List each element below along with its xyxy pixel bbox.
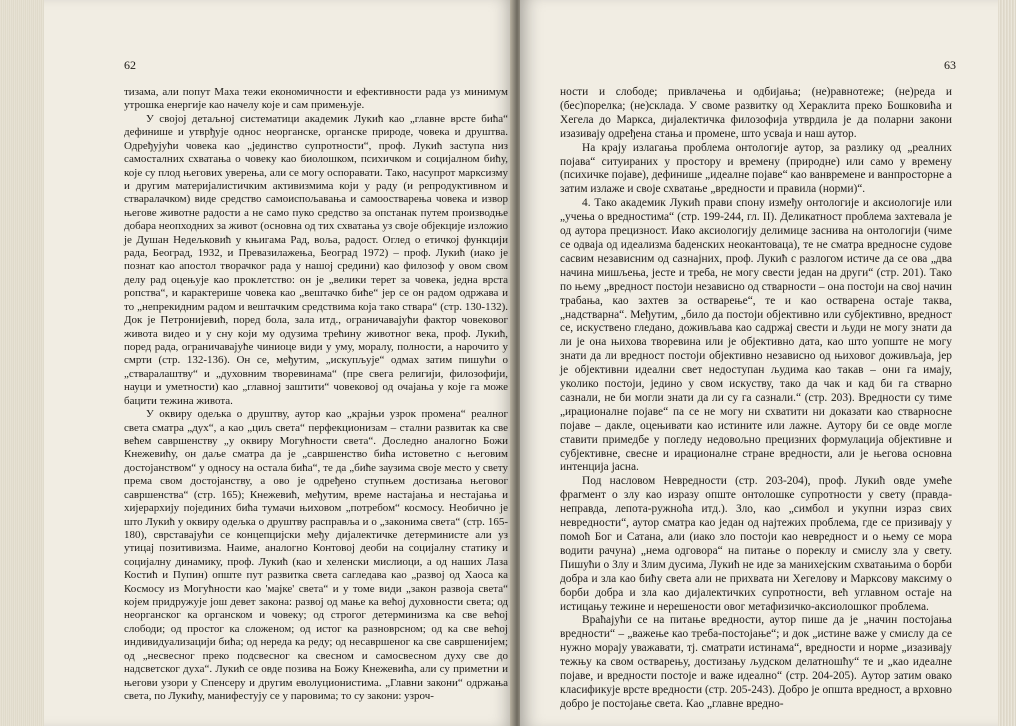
paragraph: У својој детаљној систематици академик Лукић као „главне врсте бића“ дефинише и утврђује однос неорганске, органске природе, човека и друштва. Одређујући човека као „јединство супротности“, проф. Лукић заступа низ самосталних схватања о човеку као биолошком, психичком и социјалном бићу, које су плод његових уверења, али се могу оспоравати. Тако, насупрот марксизму и другим материјалистичким активизмима који у раду (и репродуктивном и стваралачком) виде средство самоиспољавања и самоостварења човека и извор његове животне радости а не само пуко средство за опстанак путем производње добара неопходних за живот (основна од тих схватања уз своје објекције изложио је Душан Недељковић у књигама Рад, воља, радост. Оглед о етичкој функцији рада, Београд, 1932, и Превазилажења, Београд 1972) – проф. Лукић (иако је познат као апостол творачког рада у нашој средини) као филозоф у овом свом делу рад оцењује као проклетство: он је „велики терет за човека, једна врста ропства“, и карактерише човека као „вештачко биће“ јер се он радом одржава и то „непрекидним радом и вештачким средствима која тако ствара“ (стр. 130-132). Док је Петронијевић, поред бола, зала итд., ограничавајући фактор човековог живота видео и у сну који му одузима трећину животног века, проф. Лукић, поред рада, ограничавајуће чиниоце види у уму, моралу, полности, а нарочито у смрти (стр. 132-136). Он се, међутим, „искупљује“ одмах затим пишући о „стваралаштву“ и „духовним творевинама“ (пре свега религији, филозофији, науци и уметности) као „главној заштити“ човековој од очајања у које га може бацити тежина живота. [124,112,508,407]
page-edges-left [0,0,44,726]
paragraph: На крају излагања проблема онтологије аутор, за разлику од „реалних појава“ ситуираних у простору и времену (природне) или само у времену (психичке појаве), дефинише „идеалне појаве“ као ванвремене и ванпросторне а затим излаже и своје схватање „вредности и правила (норми)“. [560,141,952,196]
page-number-right: 63 [944,58,956,72]
paragraph: Враћајући се на питање вредности, аутор пише да је „начин постојања вредности“ – „важење као треба-постојање“; и док „истине важе у смислу да се нужно морају уважавати, тј. сматрати истинама“, вредности и норме „изазивају тежњу ка свом остварењу, достизању људском делатношћу“ те и „као идеалне појаве, и вредности постоје и важе идеално“ (стр. 204-205). Аутор затим овако класификује врсте вредности (стр. 205-243). Добро је општа вредност, а врховно добро је постојање света. Као „главне вредно- [560,614,952,710]
paragraph: Под насловом Невредности (стр. 203-204), проф. Лукић овде умеће фрагмент о злу као изразу опште онтолошке супротности у свету (правда-неправда, лепота-ружноћа итд.). Зло, као „симбол и укупни израз свих невредности“, аутор сматра као један од најтежих проблема, где се призивају у помоћ Бог и Сатана, али (иако зло постоји као невредност и о њему се мора водити рачуна) „нема одговора“ на питање о пореклу и смислу зла у свету. Пишући о Злу и Злим дусима, Лукић не иде за манихејским схватањима о борби добра и зла као бићу света али не прихвата ни Хегелову и Марксову максиму о борби добра и зла као дијалектичких супротности, већ углавном остаје на истицању тежине и нерешености овог метафизичко-аксиолошког проблема. [560,475,952,613]
paragraph: У оквиру одељка о друштву, аутор као „крајњи узрок промена“ реалног света сматра „дух“, а као „циљ света“ перфекционизам – стални развитак ка све већем савршенству „у оквиру Могућности света“. Доследно аналогно Божи Кнежевићу, он даље сматра да је „савршенство бића истоветно с његовим достојанством“ у односу на остала бића“, те да „биће заузима своје место у свету према свом достојанству, а ово је одређено ступњем достизања његовог савршенства“ (стр. 165); Кнежевић, међутим, време настајања и нестајања и хијерархију појединих бића тумачи њиховом „потребом“ космосу. Необично је што Лукић у оквиру одељка о друштву расправља и о „законима света“ (стр. 165-180), сврставајући се концепцијски међу дијалектичке детерминисте али уз утицај позитивизма. Наиме, аналогно Контовој деоби на социјалну статику и социјалну динамику, проф. Лукић (као и хеленски мислиоци, а од наших Лаза Костић и Пупин) опште пут развитка света сагледава као „развој од Хаоса ка Космосу из Могућности као 'мајке' света“ и у томе види „закон развоја света“ којем придружује још девет закона: развој од мање ка већој духовности света; од неорганског ка органском и човеку; од строгог детерминизма ка све већој слободи; од простог ка сложеном; од истог ка разноврсном; од ка све већој индивидуализацији бића; од нереда ка реду; од несавршеног ка све савршенијем; од „несвесног преко подсвесног ка свесном и самосвесном духу све до надсветског духа“. Лукић се овде позива на Божу Кнежевића, али су приметни и његови узори у Спенсеру и другим еволуционистима. „Главни закони“ одржања света, по Лукићу, манифестују се у паровима; то су закони: узроч- [124,408,508,702]
page-edges-right [998,0,1016,726]
left-page [44,0,514,726]
right-page-text [560,86,952,712]
right-page [520,0,998,726]
page-number-left: 62 [124,58,136,72]
paragraph: ности и слободе; привлачења и одбијања; (не)равнотеже; (не)реда и (бес)порелка; (не)склада. У своме развитку од Хераклита преко Бошковића и Хегела до Маркса, дијалектичка филозофија утврдила је да поларни закони изазивају одређена стања и промене, што усваја и наш аутор. [560,86,952,140]
paragraph: 4. Тако академик Лукић прави спону између онтологије и аксиологије или „учења о вредностима“ (стр. 199-244, гл. II). Деликатност проблема захтевала је од аутора прецизност. Иако аксиологију делимице заснива на онтологији (чиме се одваја од идеализма баденских неокантоваца), те не сматра вредносне судове сасвим независним од сазнајних, проф. Лукић с разлогом истиче да се ова „два начина мишљења, јесте и треба, не могу свести један на други“ (стр. 201). Тако по њему „вредност постоји независно од стварности – она постоји на свој начин трабања, као захтев за остварење“, те и као остварена остаје таква, „надстварна“. Међутим, „било да постоји објективно или субјективно, вредност се, искуствено гледано, доживљава као садржај свести и људи не могу знати да ли је она њихова творевина или је објективно дата, као што уопште не могу знати да ли вредност постоји објективно независно од њиховог доживљаја, јер је објективни идеални свет недоступан људима као такав – они га имају, уколико постоји, једино у свом искуству, тако да чак и кад би га стварно сазнали, не би могли знати да ли су га сазнали.“ (стр. 203). Вредности су тиме „ирационалне појаве“ па се не могу ни схватити ни доказати као стварносне појаве – дакле, оцењивати као истините или лажне. Аутору би се овде могле ставити примедбе у погледу недовољно прецизних формулација објективне и субјективне, свесне и ирационалне стране вредности, али је његова основна интенција јасна. [560,197,952,474]
left-page-text [124,86,508,703]
paragraph: тизама, али попут Маха тежи економичности и ефективности рада уз минимум утрошка енергије као начелу које и сам примењује. [124,86,508,112]
